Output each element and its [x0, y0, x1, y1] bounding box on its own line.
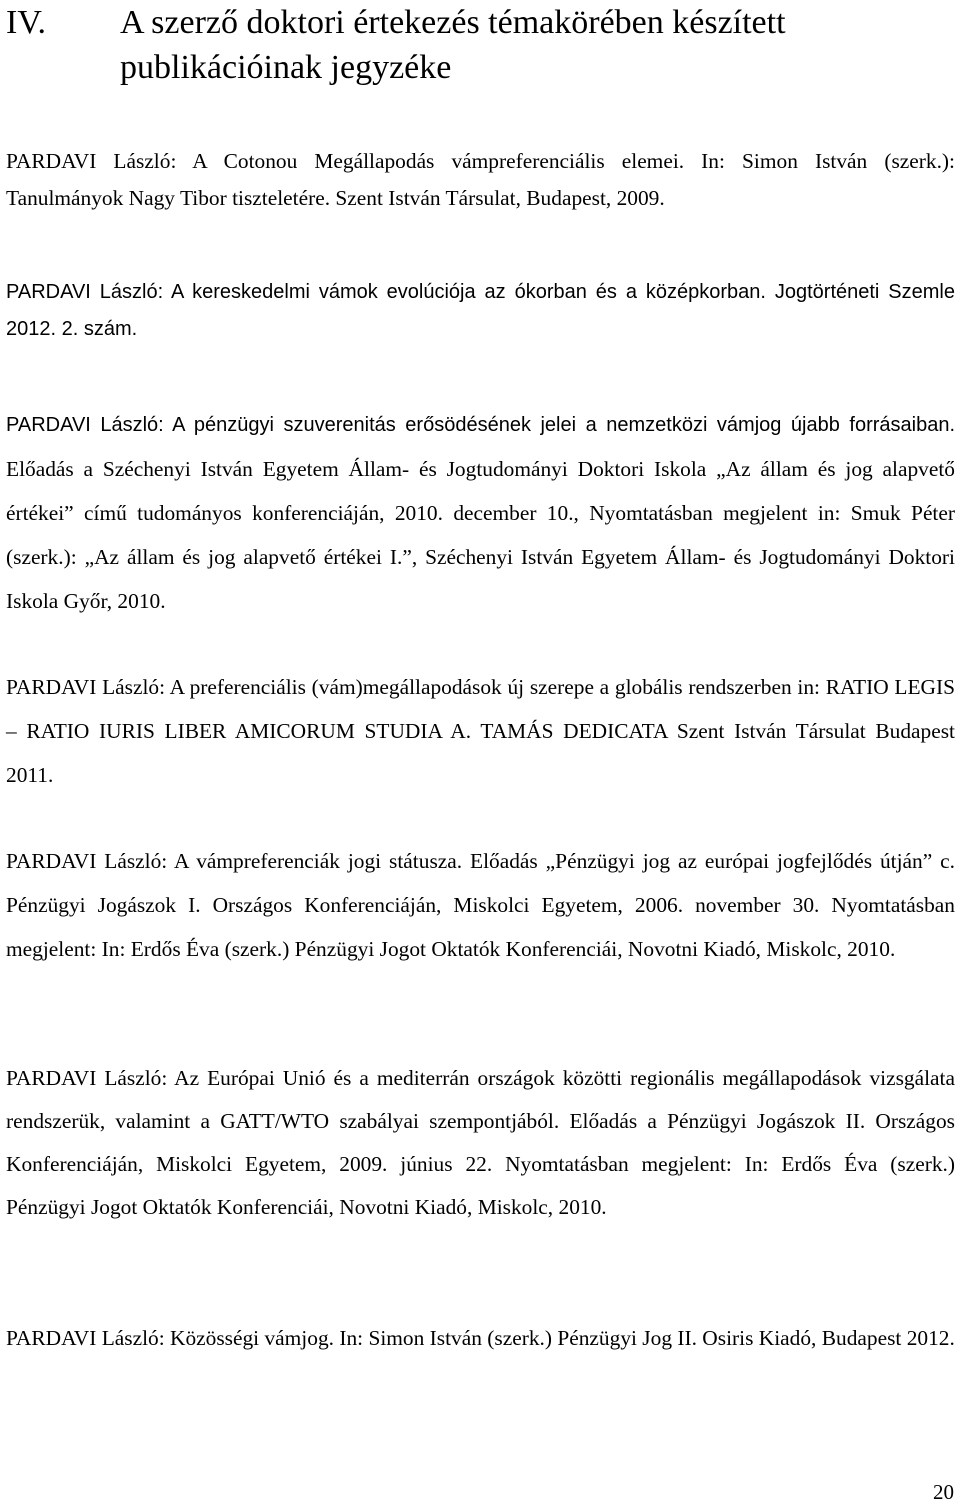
publication-entry-3-title: PARDAVI László: A pénzügyi szuverenitás erősödésének jelei a nemzetközi vámjog újabb forrásaiban.	[6, 414, 955, 436]
publication-entry-4: PARDAVI László: A preferenciális (vám)megállapodások új szerepe a globális rendszerben in: RATIO LEGIS – RATIO IURIS LIBER AMICORUM STUDIA A. TAMÁS DEDICATA Szent István Társulat Budapest 2011.	[6, 675, 955, 787]
publication-entry-7: PARDAVI László: Közösségi vámjog. In: Simon István (szerk.) Pénzügyi Jog II. Osiris Kiadó, Budapest 2012.	[6, 1326, 955, 1350]
publication-entry-5: PARDAVI László: A vámpreferenciák jogi státusza. Előadás „Pénzügyi jog az európai jogfejlődés útján” c. Pénzügyi Jogászok I. Országos Konferenciáján, Miskolci Egyetem, 2006. november 30. Nyomtatásban megjelent: In: Erdős Éva (szerk.) Pénzügyi Jogot Oktatók Konferenciái, Novotni Kiadó, Miskolc, 2010.	[6, 849, 955, 961]
title-line-1: A szerző doktori értekezés témakörében készített	[120, 4, 786, 41]
publication-entry-6: PARDAVI László: Az Európai Unió és a mediterrán országok közötti regionális megállapodások vizsgálata rendszerük, valamint a GATT/WTO szabályai szempontjából. Előadás a Pénzügyi Jogászok II. Országos Konferenciáján, Miskolci Egyetem, 2009. június 22. Nyomtatásban megjelent: In: Erdős Éva (szerk.) Pénzügyi Jogot Oktatók Konferenciái, Novotni Kiadó, Miskolc, 2010.	[6, 1066, 955, 1219]
page-title	[6, 0, 956, 90]
publication-entry-3-details: Előadás a Széchenyi István Egyetem Állam- és Jogtudományi Doktori Iskola „Az állam és jog alapvető értékei” című tudományos konferenciáján, 2010. december 10., Nyomtatásban megjelent in: Smuk Péter (szerk.): „Az állam és jog alapvető értékei I.”, Széchenyi István Egyetem Állam- és Jogtudományi Doktori Iskola Győr, 2010.	[6, 457, 955, 613]
page-number: 20	[933, 1480, 954, 1504]
section-number: IV.	[6, 4, 46, 41]
publication-entry-1: PARDAVI László: A Cotonou Megállapodás vámpreferenciális elemei. In: Simon István (szerk.): Tanulmányok Nagy Tibor tiszteletére. Szent István Társulat, Budapest, 2009.	[6, 149, 955, 210]
publication-entry-3	[6, 402, 955, 623]
publication-entry-2: PARDAVI László: A kereskedelmi vámok evolúciója az ókorban és a középkorban. Jogtörténeti Szemle 2012. 2. szám.	[6, 281, 955, 340]
title-line-2: publikációinak jegyzéke	[120, 49, 452, 86]
